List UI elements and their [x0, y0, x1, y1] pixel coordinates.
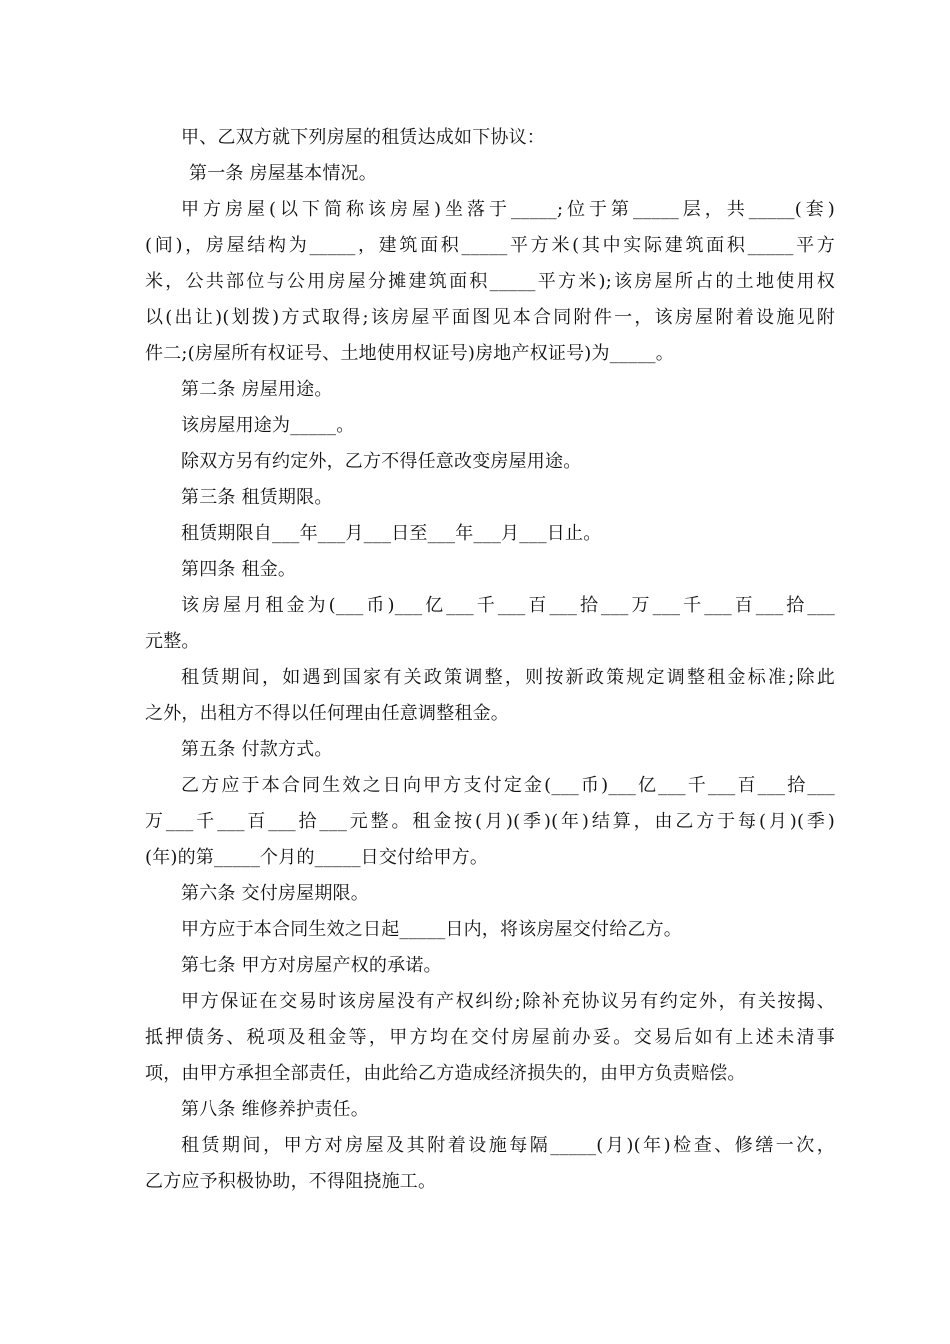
article-8-heading: 第八条 维修养护责任。: [181, 1099, 369, 1120]
article-2-heading: 第二条 房屋用途。: [181, 379, 333, 400]
article-2-text-line: 除双方另有约定外，乙方不得任意改变房屋用途。: [181, 451, 582, 472]
article-1-text-line: 件二;(房屋所有权证号、土地使用权证号)房地产权证号)为_____。: [145, 343, 674, 364]
article-1-heading: 第一条 房屋基本情况。: [189, 163, 377, 184]
intro-paragraph: 甲、乙双方就下列房屋的租赁达成如下协议：: [181, 127, 545, 148]
article-7-text-line: 项，由甲方承担全部责任，由此给乙方造成经济损失的，由甲方负责赔偿。: [145, 1063, 746, 1084]
article-4-text-line: 租赁期间，如遇到国家有关政策调整，则按新政策规定调整租金标准;除此: [181, 667, 835, 688]
article-3-text-line: 租赁期限自___年___月___日至___年___月___日止。: [181, 523, 602, 544]
contract-body: [145, 120, 835, 1200]
article-1-text-line: 甲方房屋(以下简称该房屋)坐落于_____;位于第_____层，共_____(套): [181, 199, 835, 220]
article-4-text-line: 该房屋月租金为(___币)___亿___千___百___拾___万___千___百___拾___: [181, 595, 835, 616]
article-6-text-line: 甲方应于本合同生效之日起_____日内，将该房屋交付给乙方。: [181, 919, 682, 940]
article-2-text-line: 该房屋用途为_____。: [181, 415, 355, 436]
article-7-text-line: 甲方保证在交易时该房屋没有产权纠纷;除补充协议另有约定外，有关按揭、: [181, 991, 835, 1012]
article-8-text-line: 租赁期间，甲方对房屋及其附着设施每隔_____(月)(年)检查、修缮一次，: [181, 1135, 835, 1156]
article-6-heading: 第六条 交付房屋期限。: [181, 883, 369, 904]
article-1-text-line: (间)，房屋结构为_____，建筑面积_____平方米(其中实际建筑面积_____平方: [145, 235, 835, 256]
article-8-text-line: 乙方应予积极协助，不得阻挠施工。: [145, 1171, 437, 1192]
article-5-text-line: 万___千___百___拾___元整。租金按(月)(季)(年)结算，由乙方于每(月)(季): [145, 811, 835, 832]
article-1-text-line: 以(出让)(划拨)方式取得;该房屋平面图见本合同附件一，该房屋附着设施见附: [145, 307, 835, 328]
article-4-text-line: 元整。: [145, 631, 200, 652]
article-5-text-line: (年)的第_____个月的_____日交付给甲方。: [145, 847, 489, 868]
article-3-heading: 第三条 租赁期限。: [181, 487, 333, 508]
article-7-text-line: 抵押债务、税项及租金等，甲方均在交付房屋前办妥。交易后如有上述未清事: [145, 1027, 835, 1048]
article-5-text-line: 乙方应于本合同生效之日向甲方支付定金(___币)___亿___千___百___拾___: [181, 775, 835, 796]
article-1-text-line: 米，公共部位与公用房屋分摊建筑面积_____平方米);该房屋所占的土地使用权: [145, 271, 835, 292]
article-4-heading: 第四条 租金。: [181, 559, 297, 580]
article-5-heading: 第五条 付款方式。: [181, 739, 333, 760]
article-4-text-line: 之外，出租方不得以任何理由任意调整租金。: [145, 703, 509, 724]
article-7-heading: 第七条 甲方对房屋产权的承诺。: [181, 955, 442, 976]
